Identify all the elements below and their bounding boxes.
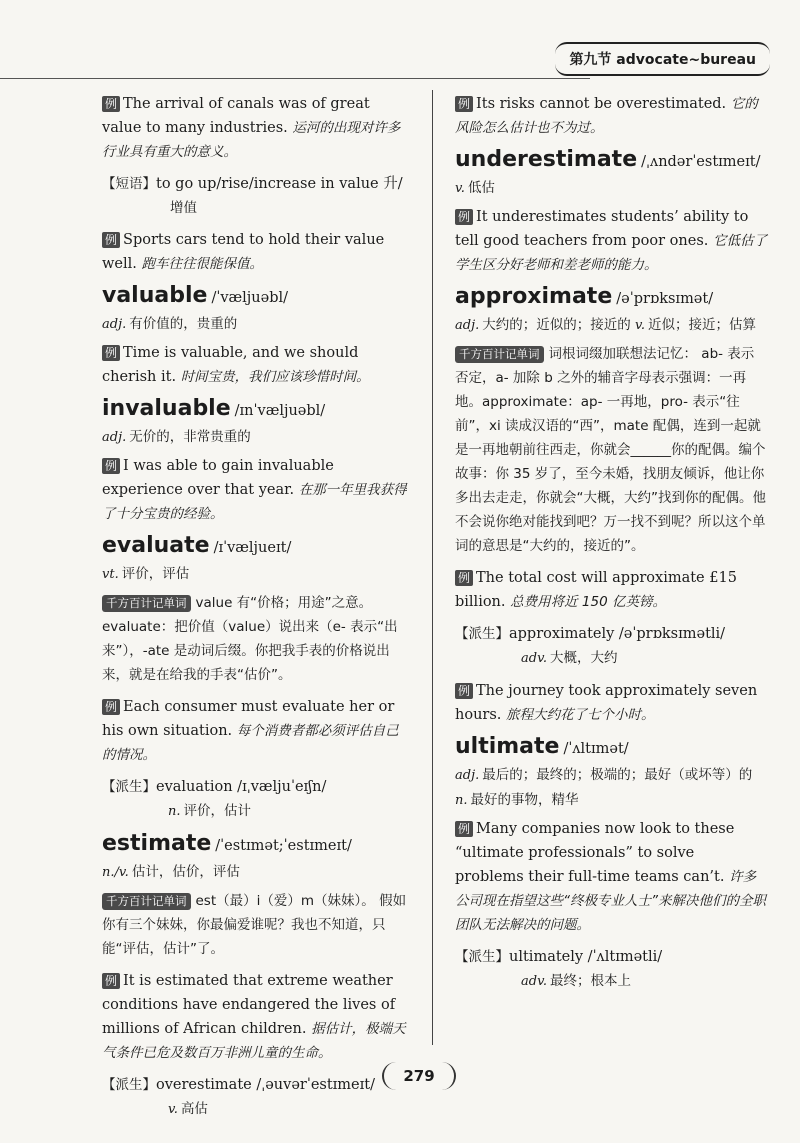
example-zh: 在那一年里我获得了十分宝贵的经验。 xyxy=(102,482,407,522)
memory-tip-lead: value 有“价格；用途”之意。 xyxy=(195,595,373,611)
derivative-tag: 【派生】 xyxy=(102,779,156,795)
example-value-sportscars xyxy=(102,228,412,276)
pronunciation: /ɪnˈvæljuəbl/ xyxy=(234,403,326,419)
example-en: It is estimated that extreme weather conditions have endangered the lives of millions of African children. xyxy=(102,973,396,1037)
derivative-tag: 【派生】 xyxy=(455,626,509,642)
headword: evaluate xyxy=(102,533,210,558)
part-of-speech: adv. xyxy=(521,974,548,989)
example-badge: 例 xyxy=(102,96,120,112)
memory-tip-approximate xyxy=(455,342,767,558)
definition-text: 有价值的，贵重的 xyxy=(129,316,238,332)
example-zh: 旅程大约花了七个小时。 xyxy=(506,707,655,723)
pronunciation: /ˈvæljuəbl/ xyxy=(211,290,289,306)
example-overestimated xyxy=(455,92,767,140)
derivative-word: evaluation /ɪˌvæljuˈeɪʃn/ xyxy=(156,779,327,795)
example-badge: 例 xyxy=(455,683,473,699)
example-zh: 时间宝贵，我们应该珍惜时间。 xyxy=(180,369,370,385)
part-of-speech: adj. xyxy=(455,318,480,333)
headword: invaluable xyxy=(102,396,231,421)
example-approximate xyxy=(455,566,767,614)
derivative-tag: 【派生】 xyxy=(102,1077,156,1093)
example-zh: 许多公司现在指望这些“终极专业人士”来解决他们的全职团队无法解决的问题。 xyxy=(455,869,766,933)
entry-valuable xyxy=(102,284,412,310)
part-of-speech-2: v. xyxy=(635,318,645,333)
example-evaluate xyxy=(102,695,412,767)
part-of-speech: vt. xyxy=(102,567,119,582)
headword: ultimate xyxy=(455,734,560,759)
part-of-speech: v. xyxy=(168,1102,178,1117)
example-badge: 例 xyxy=(455,821,473,837)
section-header: 第九节 advocate~bureau xyxy=(555,42,770,76)
entry-ultimate xyxy=(455,735,767,761)
example-zh: 运河的出现对许多行业具有重大的意义。 xyxy=(102,120,401,160)
example-en: Its risks cannot be overestimated. xyxy=(476,96,727,112)
example-en: It underestimates students’ ability to tell good teachers from poor ones. xyxy=(455,209,749,249)
example-zh: 据估计，极端天气条件已危及数百万非洲儿童的生命。 xyxy=(102,1021,406,1061)
memory-tip-text: ab- 表示否定，a- 加除 b 之外的辅音字母表示强调：一再地。approximate：ap- 一再地，pro- 表示“往前”，xi 读成汉语的“西”，mate 配偶，连到一起就是一再地朝前往西走，你就会______你的配偶。编个故事：你 35 岁了，至今未婚，找朋友倾诉，他让你多出去走走，你就会“大概，大约”找到你的配偶。他不会说你绝对能找到吧？万一找不到呢？所以这个单词的意思是“大约的，接近的”。 xyxy=(455,346,766,554)
part-of-speech: adj. xyxy=(102,317,127,332)
derivative-def: 最终；根本上 xyxy=(550,973,632,989)
definition xyxy=(455,763,767,813)
example-valuable xyxy=(102,341,412,389)
definition-text: 评价，评估 xyxy=(121,566,190,582)
pronunciation: /ˌʌndərˈestɪmeɪt/ xyxy=(641,154,761,170)
derivative-word: approximately /əˈprɒksɪmətli/ xyxy=(509,626,726,642)
memory-tip-text: 假如你有三个妹妹，你最偏爱谁呢？我也不知道，只能“评估，估计”了。 xyxy=(102,893,407,957)
memory-tip-badge: 千方百计记单词 xyxy=(455,346,544,363)
definition xyxy=(102,425,412,450)
example-value-canals xyxy=(102,92,412,164)
part-of-speech: adj. xyxy=(455,768,480,783)
headword: estimate xyxy=(102,831,212,856)
example-underestimate xyxy=(455,205,767,277)
definition xyxy=(102,860,412,885)
example-en: The total cost will approximate £15 billion. xyxy=(455,570,737,610)
derivative-estimate xyxy=(102,1073,412,1122)
entry-estimate xyxy=(102,832,412,858)
entry-underestimate xyxy=(455,148,767,174)
derivative-evaluate xyxy=(102,775,412,824)
example-en: The arrival of canals was of great value to many industries. xyxy=(102,96,370,136)
definition xyxy=(455,176,767,201)
definition-text: 大约的；近似的；接近的 xyxy=(482,317,631,333)
entry-approximate xyxy=(455,285,767,311)
definition-text-2: 近似；接近；估算 xyxy=(647,317,756,333)
example-zh: 总费用将近 150 亿英镑。 xyxy=(510,594,666,610)
pronunciation: /ɪˈvæljueɪt/ xyxy=(213,540,292,556)
phrase-cont: 增值 xyxy=(170,200,197,216)
definition-text: 最后的；最终的；极端的；最好（或坏等）的 xyxy=(482,767,753,783)
memory-tip-badge: 千方百计记单词 xyxy=(102,595,191,612)
definition-text: 低估 xyxy=(467,180,495,196)
part-of-speech-2: n. xyxy=(455,793,468,808)
derivative-tag: 【派生】 xyxy=(455,949,509,965)
part-of-speech: adj. xyxy=(102,430,127,445)
header-rule xyxy=(0,78,590,79)
pronunciation: /ˈestɪmət;ˈestɪmeɪt/ xyxy=(215,838,352,854)
example-en: Each consumer must evaluate her or his own situation. xyxy=(102,699,395,739)
example-ultimate xyxy=(455,817,767,937)
example-badge: 例 xyxy=(455,96,473,112)
example-zh: 跑车往往很能保值。 xyxy=(141,256,263,272)
definition-text: 估计，估价，评估 xyxy=(131,864,240,880)
example-en: The journey took approximately seven hours. xyxy=(455,683,758,723)
example-approximately xyxy=(455,679,767,727)
example-badge: 例 xyxy=(455,209,473,225)
example-badge: 例 xyxy=(102,458,120,474)
entry-evaluate xyxy=(102,534,412,560)
memory-tip-lead: 词根词缀加联想法记忆： xyxy=(548,346,697,362)
derivative-word: overestimate /ˌəuvərˈestɪmeɪt/ xyxy=(156,1077,375,1093)
example-badge: 例 xyxy=(102,345,120,361)
example-en: I was able to gain invaluable experience over that year. xyxy=(102,458,334,498)
derivative-def: 大概，大约 xyxy=(550,650,618,666)
example-badge: 例 xyxy=(102,973,120,989)
derivative-ultimate xyxy=(455,945,767,994)
example-en: Time is valuable, and we should cherish it. xyxy=(102,345,359,385)
example-estimate xyxy=(102,969,412,1065)
part-of-speech: adv. xyxy=(521,651,548,666)
derivative-approximate xyxy=(455,622,767,671)
right-column xyxy=(455,92,767,1002)
memory-tip-text: evaluate：把价值（value）说出来（e- 表示“出来”），-ate 是动词后缀。你把我手表的价格说出来，就是在给我的手表“估价”。 xyxy=(102,619,398,683)
derivative-def: 高估 xyxy=(180,1101,208,1117)
definition xyxy=(102,312,412,337)
derivative-def: 评价，估计 xyxy=(183,803,252,819)
example-en: Many companies now look to these “ultimate professionals” to solve problems their full-time teams can’t. xyxy=(455,821,735,885)
headword: valuable xyxy=(102,283,208,308)
example-badge: 例 xyxy=(102,232,120,248)
pronunciation: /əˈprɒksɪmət/ xyxy=(616,291,714,307)
memory-tip-estimate xyxy=(102,889,412,961)
headword: underestimate xyxy=(455,147,638,172)
column-divider xyxy=(432,90,433,1045)
example-zh: 它低估了学生区分好老师和差老师的能力。 xyxy=(455,233,767,273)
entry-invaluable xyxy=(102,397,412,423)
part-of-speech: n. xyxy=(168,804,181,819)
example-badge: 例 xyxy=(102,699,120,715)
phrase-text: to go up/rise/increase in value 升/ xyxy=(156,176,403,192)
memory-tip-badge: 千方百计记单词 xyxy=(102,893,191,910)
pronunciation: /ˈʌltɪmət/ xyxy=(563,741,629,757)
page-number: 279 xyxy=(382,1062,456,1090)
headword: approximate xyxy=(455,284,613,309)
memory-tip-evaluate xyxy=(102,591,412,687)
definition xyxy=(102,562,412,587)
definition-text: 无价的，非常贵重的 xyxy=(129,429,251,445)
part-of-speech: v. xyxy=(455,181,465,196)
example-invaluable xyxy=(102,454,412,526)
part-of-speech: n./v. xyxy=(102,865,129,880)
left-column xyxy=(102,92,412,1130)
example-zh: 它的风险怎么估计也不为过。 xyxy=(455,96,758,136)
derivative-word: ultimately /ˈʌltɪmətli/ xyxy=(509,949,663,965)
memory-tip-lead: est（最）i（爱）m（妹妹）。 xyxy=(195,893,375,909)
example-badge: 例 xyxy=(455,570,473,586)
example-zh: 每个消费者都必须评估自己的情况。 xyxy=(102,723,399,763)
definition-text-2: 最好的事物，精华 xyxy=(470,792,579,808)
definition xyxy=(455,313,767,338)
phrase-value xyxy=(102,172,412,220)
example-en: Sports cars tend to hold their value well. xyxy=(102,232,385,272)
phrase-tag: 【短语】 xyxy=(102,176,156,192)
